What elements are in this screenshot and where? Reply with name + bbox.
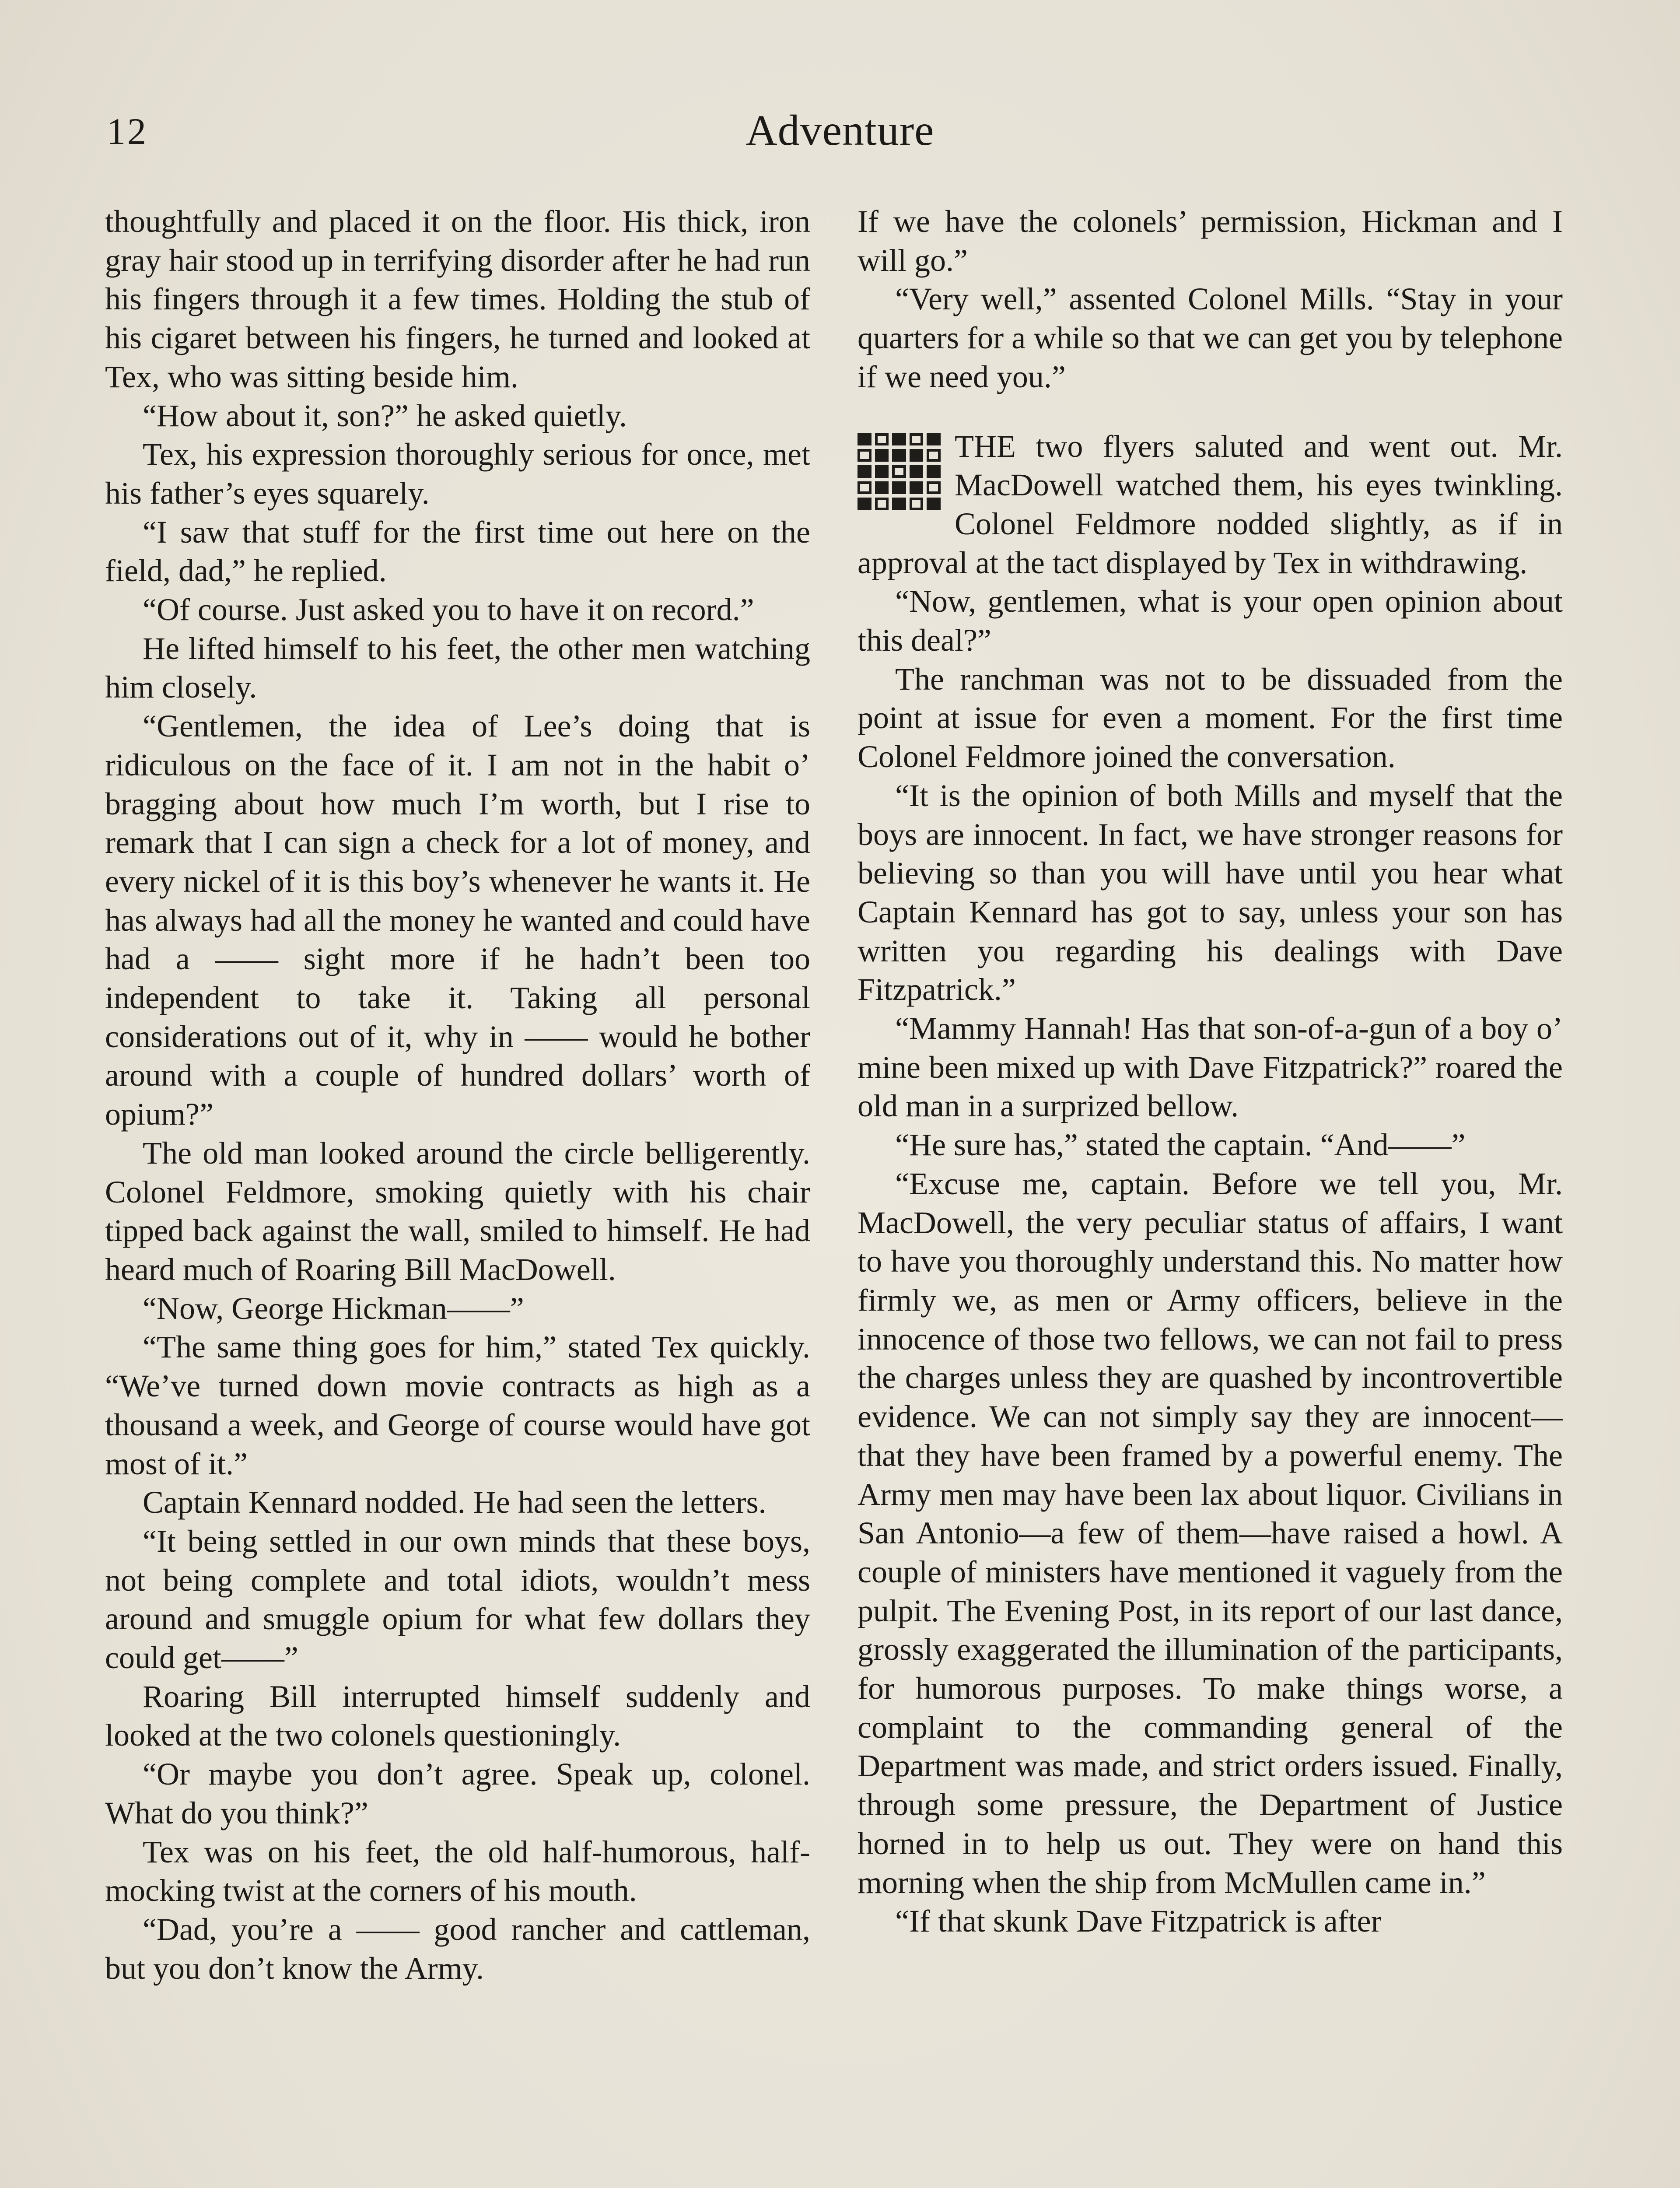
paragraph: “I saw that stuff for the first time out here on the field, dad,” he replied.: [105, 514, 810, 589]
paragraph: “Dad, you’re a —— good rancher and cattleman, but you don’t know the Army.: [105, 1911, 810, 1986]
page-number: 12: [107, 110, 148, 152]
paragraph: “Excuse me, captain. Before we tell you, Mr. MacDowell, the very peculiar status of affairs, I want to have you thoroughly understand this. No matter how firmly we, as men or Army officers, believe in the innocence of those two fellows, we can not fail to press the charges unless they are quashed by incontrovertible evidence. We can not simply say they are innocent—that they have been framed by a powerful enemy. The Army men may have been lax about liquor. Civilians in San Antonio—a few of them—have raised a howl. A couple of ministers have mentioned it vaguely from the pulpit. The Evening Post, in its report of our last dance, grossly exaggerated the illumination of the participants, for humorous purposes. To make things worse, a complaint to the commanding general of the Department was made, and strict orders issued. Finally, through some pressure, the Department of Justice horned in to help us out. They were on hand this morning when the ship from McMullen came in.”: [858, 1166, 1563, 1900]
paragraph: “He sure has,” stated the captain. “And——”: [895, 1127, 1466, 1163]
paragraph: The old man looked around the circle belligerently. Colonel Feldmore, smoking quietly with his chair tipped back against the wall, smiled to himself. He had heard much of Roaring Bill MacDowell.: [105, 1135, 810, 1287]
paragraph: “Now, George Hickman——”: [143, 1290, 524, 1326]
paragraph: The ranchman was not to be dissuaded from the point at issue for even a moment. For the first time Colonel Feldmore joined the conversation.: [858, 661, 1563, 775]
paragraph: “If that skunk Dave Fitzpatrick is after: [895, 1904, 1382, 1939]
paragraph: “The same thing goes for him,” stated Tex quickly. “We’ve turned down movie contracts as high as a thousand a week, and George of course would have got most of it.”: [105, 1329, 810, 1481]
paragraph: “Now, gentlemen, what is your open opinion about this deal?”: [858, 584, 1563, 658]
running-title: Adventure: [746, 106, 934, 154]
paragraph: Tex was on his feet, the old half-humorous, half-mocking twist at the corners of his mouth.: [105, 1834, 810, 1908]
page-header: [107, 105, 1573, 162]
paragraph: “Gentlemen, the idea of Lee’s doing that is ridiculous on the face of it. I am not in the habit o’ bragging about how much I’m worth, but I rise to remark that I can sign a check for a lot of money, and every nickel of it is this boy’s whenever he wants it. He has always had all the money he wanted and could have had a —— sight more if he hadn’t been too independent to take it. Taking all personal considerations out of it, why in —— would he bother around with a couple of hundred dollars’ worth of opium?”: [105, 708, 810, 1132]
paragraph: “It being settled in our own minds that these boys, not being complete and total idiots, wouldn’t mess around and smuggle opium for what few dollars they could get——”: [105, 1523, 810, 1676]
paragraph: “Very well,” assented Colonel Mills. “Stay in your quarters for a while so that we can get you by telephone if we need you.”: [858, 281, 1563, 394]
left-column: [105, 202, 810, 2188]
paragraph: “Or maybe you don’t agree. Speak up, colonel. What do you think?”: [105, 1757, 810, 1830]
section-opening-text: THE two flyers saluted and went out. Mr. MacDowell watched them, his eyes twinkling. Colonel Feldmore nodded slightly, as if in approval at the tact displayed by Tex in withdrawing.: [858, 428, 1563, 580]
paragraph: “Of course. Just asked you to have it on record.”: [143, 592, 754, 628]
paragraph: He lifted himself to his feet, the other men watching him closely.: [105, 631, 810, 705]
paragraph: “How about it, son?” he asked quietly.: [143, 398, 627, 433]
paragraph: thoughtfully and placed it on the floor. His thick, iron gray hair stood up in terrifying disorder after he had run his fingers through it a few times. Holding the stub of his cigaret between his fingers, he turned and looked at Tex, who was sitting beside him.: [105, 204, 810, 394]
paragraph: Roaring Bill interrupted himself suddenly and looked at the two colonels questioningly.: [105, 1679, 810, 1753]
paragraph: Captain Kennard nodded. He had seen the letters.: [143, 1485, 766, 1520]
section-opening-paragraph: [858, 427, 1563, 582]
paragraph: Tex, his expression thoroughly serious for once, met his father’s eyes squarely.: [105, 437, 810, 511]
paragraph: “It is the opinion of both Mills and myself that the boys are innocent. In fact, we have stronger reasons for believing so than you will have until you hear what Captain Kennard has got to say, unless your son has written you regarding his dealings with Dave Fitzpatrick.”: [858, 778, 1563, 1007]
right-column: [858, 202, 1563, 2188]
paragraph: If we have the colonels’ permission, Hickman and I will go.”: [858, 204, 1563, 278]
ornamental-initial-icon: [858, 433, 941, 510]
paragraph: “Mammy Hannah! Has that son-of-a-gun of a boy o’ mine been mixed up with Dave Fitzpatrick?” roared the old man in a surprized bellow.: [858, 1011, 1563, 1124]
